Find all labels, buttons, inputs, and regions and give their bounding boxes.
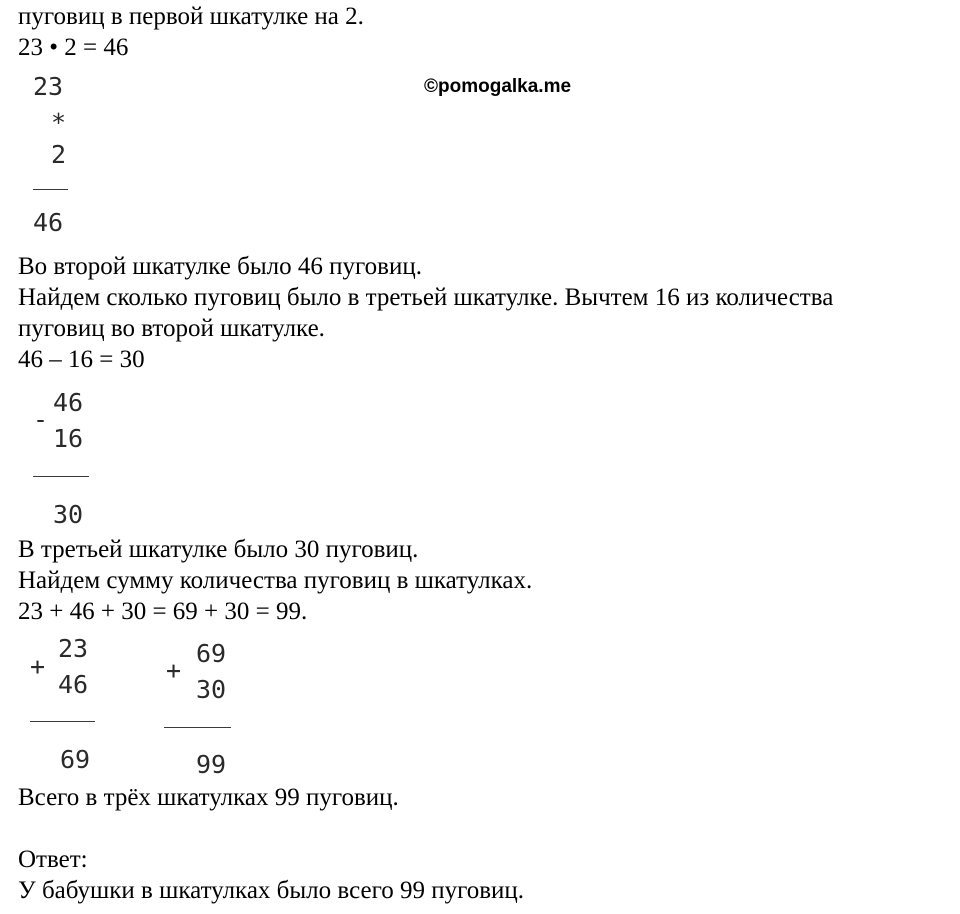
sub-sign: - — [33, 405, 49, 434]
mult-top: 23 — [33, 72, 64, 101]
text-line-8: Найдем сумму количества пуговиц в шкатулках. — [18, 567, 533, 594]
text-line-11: Ответ: — [18, 846, 88, 873]
add2-bottom: 30 — [196, 675, 227, 704]
add2-result: 99 — [196, 750, 227, 779]
add1-rule — [30, 721, 95, 722]
mult-rule — [33, 189, 68, 190]
text-line-10: Всего в трёх шкатулках 99 пуговиц. — [18, 784, 399, 811]
text-line-4: Найдем сколько пуговиц было в третьей шкатулке. Вычтем 16 из количества — [18, 284, 834, 311]
text-line-12: У бабушки в шкатулках было всего 99 пуговиц. — [18, 877, 525, 904]
mult-bottom: 2 — [51, 140, 67, 169]
sub-top: 46 — [53, 388, 84, 417]
watermark: ©pomogalka.me — [424, 76, 572, 97]
sub-rule — [33, 476, 89, 477]
add2-top: 69 — [196, 639, 227, 668]
mult-result: 46 — [33, 208, 64, 237]
add2-rule — [164, 727, 231, 728]
mult-sign: * — [51, 108, 67, 137]
add1-top: 23 — [58, 634, 89, 663]
add1-bottom: 46 — [58, 670, 89, 699]
text-line-1: пуговиц в первой шкатулке на 2. — [18, 3, 364, 30]
add2-sign: + — [166, 656, 182, 685]
add1-sign: + — [30, 652, 46, 681]
text-line-2: 23 • 2 = 46 — [18, 34, 129, 61]
text-line-3: Во второй шкатулке было 46 пуговиц. — [18, 253, 422, 280]
add1-result: 69 — [60, 745, 91, 774]
sub-bottom: 16 — [53, 424, 84, 453]
sub-result: 30 — [53, 500, 84, 529]
text-line-7: В третьей шкатулке было 30 пуговиц. — [18, 536, 419, 563]
text-line-5: пуговиц во второй шкатулке. — [18, 315, 325, 342]
text-line-6: 46 – 16 = 30 — [18, 346, 145, 373]
text-line-9: 23 + 46 + 30 = 69 + 30 = 99. — [18, 598, 308, 625]
